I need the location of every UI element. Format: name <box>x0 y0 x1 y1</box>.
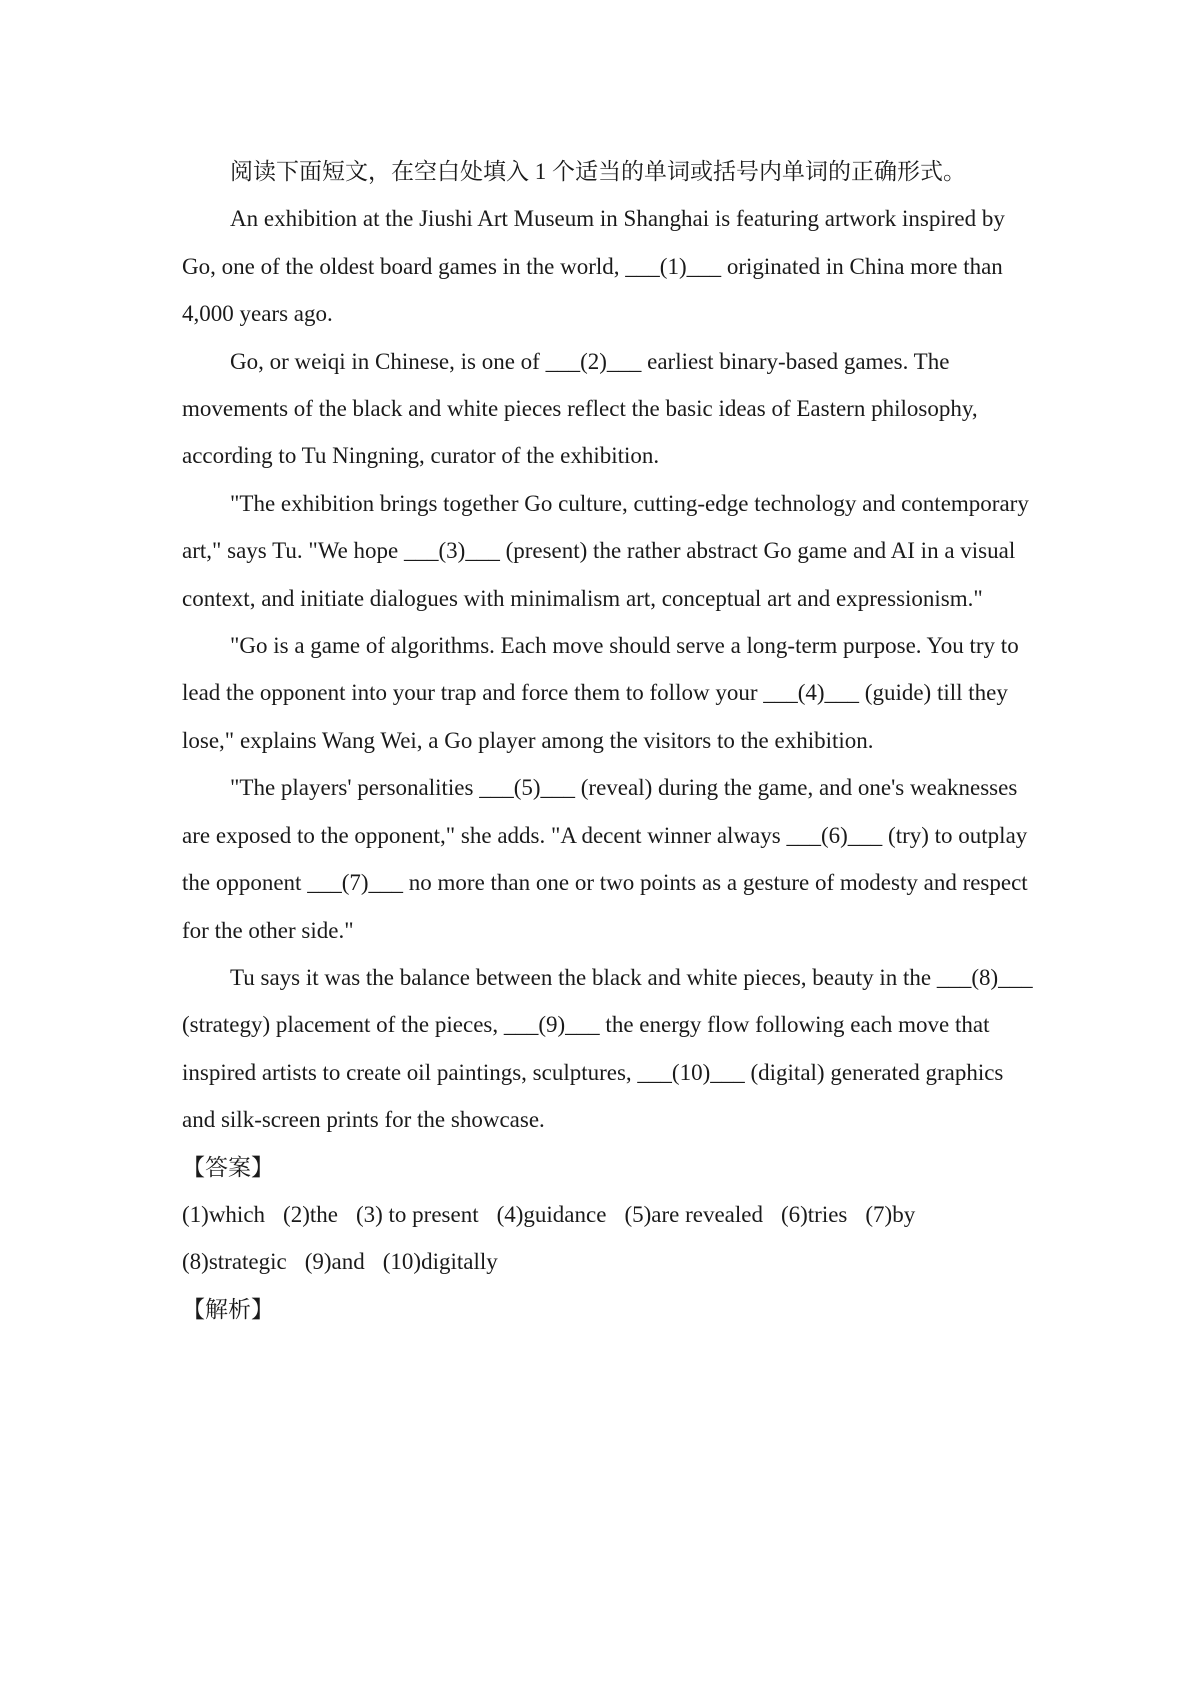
answer-line-1 <box>182 1191 1042 1238</box>
paragraph-3: "The exhibition brings together Go culture, cutting-edge technology and contemporary art," says Tu. "We hope ___(3)___ (present) the rather abstract Go game and AI in a visual context, and initiate dialogues with minimalism art, conceptual art and expressionism." <box>182 490 1029 611</box>
paragraph-1: An exhibition at the Jiushi Art Museum in Shanghai is featuring artwork inspired by Go, one of the oldest board games in the world, ___(1)___ originated in China more than 4,000 years ago. <box>182 206 1005 327</box>
answer-6: (6)tries <box>780 1201 848 1227</box>
answer-2: (2)the <box>283 1201 338 1227</box>
answer-4: (4)guidance <box>496 1201 607 1227</box>
paragraph-2: Go, or weiqi in Chinese, is one of ___(2)___ earliest binary-based games. The movements of the black and white pieces reflect the basic ideas of Eastern philosophy, according to Tu Ningning, curator of the exhibition. <box>182 348 978 469</box>
answer-3: (3) to present <box>355 1201 479 1227</box>
answer-1: (1)which <box>182 1201 266 1227</box>
answer-10: (10)digitally <box>382 1249 498 1275</box>
paragraph-5: "The players' personalities ___(5)___ (reveal) during the game, and one's weaknesses are exposed to the opponent," she adds. "A decent winner always ___(6)___ (try) to outplay the opponent ___(7)___ no more than one or two points as a gesture of modesty and respect for the other side." <box>182 775 1028 943</box>
paragraph-6: Tu says it was the balance between the black and white pieces, beauty in the ___(8)___ (strategy) placement of the pieces, ___(9)___ the energy flow following each move that inspired artists to create oil paintings, sculptures, ___(10)___ (digital) generated graphics and silk-screen prints for the showcase. <box>182 964 1033 1133</box>
document-content <box>182 148 1042 1333</box>
instruction-text: 阅读下面短文，在空白处填入 1 个适当的单词或括号内单词的正确形式。 <box>230 159 966 184</box>
answer-8: (8)strategic <box>182 1249 287 1275</box>
answer-heading: 【答案】 <box>182 1154 274 1180</box>
answer-7: (7)by <box>865 1201 916 1227</box>
analysis-heading: 【解析】 <box>182 1296 274 1322</box>
answer-line-2 <box>182 1238 1042 1285</box>
answer-5: (5)are revealed <box>624 1201 763 1227</box>
answer-9: (9)and <box>304 1249 365 1275</box>
answer-list <box>182 1191 1042 1286</box>
paragraph-4: "Go is a game of algorithms. Each move should serve a long-term purpose. You try to lead the opponent into your trap and force them to follow your ___(4)___ (guide) till they lose," explains Wang Wei, a Go player among the visitors to the exhibition. <box>182 633 1019 753</box>
